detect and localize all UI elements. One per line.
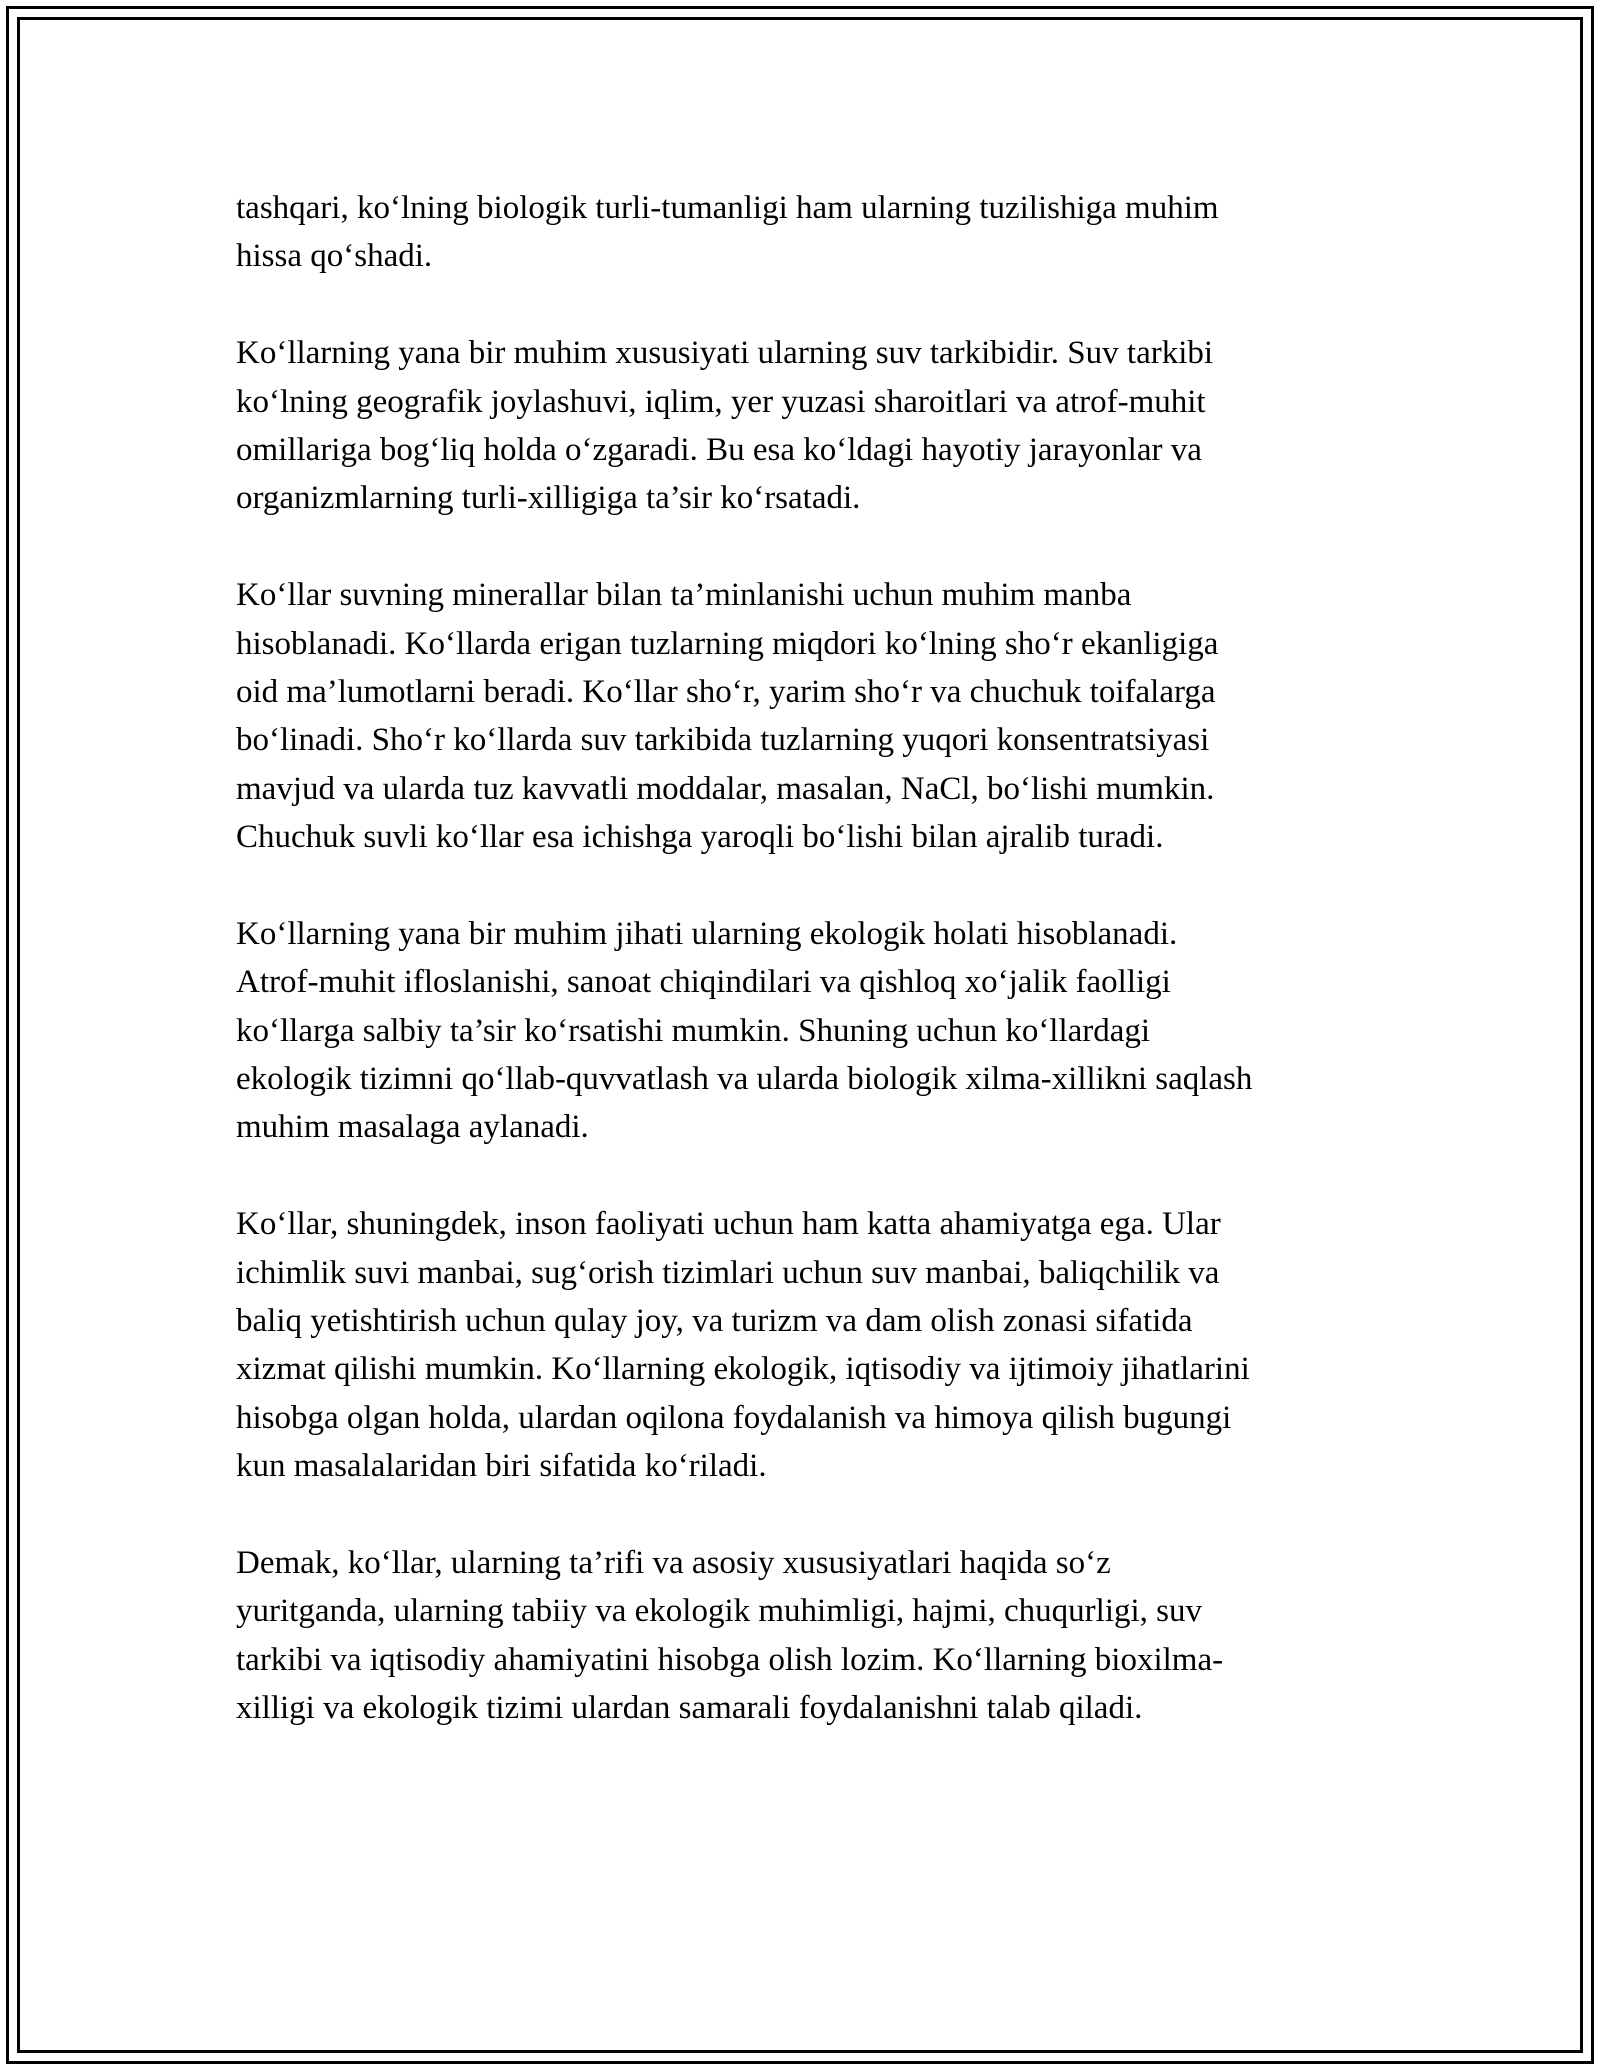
text-line: oid ma’lumotlarni beradi. Ko‘llar sho‘r, yarim sho‘r va chuchuk toifalarga [236,673,1216,710]
text-line: omillariga bog‘liq holda o‘zgaradi. Bu esa ko‘ldagi hayotiy jarayonlar va [236,431,1202,468]
paragraph-1 [236,184,1376,281]
text-line: hissa qo‘shadi. [236,238,433,275]
paragraph-2 [236,329,1376,523]
paragraph-5 [236,1200,1376,1490]
text-line: hisobga olgan holda, ulardan oqilona foydalanish va himoya qilish bugungi [236,1399,1232,1436]
text-line: Ko‘llar, shuningdek, inson faoliyati uchun ham katta ahamiyatga ega. Ular [236,1206,1221,1243]
document-body [236,184,1376,1781]
text-line: bo‘linadi. Sho‘r ko‘llarda suv tarkibida tuzlarning yuqori konsentratsiyasi [236,722,1210,759]
paragraph-3 [236,571,1376,861]
text-line: Chuchuk suvli ko‘llar esa ichishga yaroqli bo‘lishi bilan ajralib turadi. [236,819,1164,856]
text-line: tarkibi va iqtisodiy ahamiyatini hisobga olish lozim. Ko‘llarning bioxilma- [236,1641,1224,1678]
text-line: ko‘llarga salbiy ta’sir ko‘rsatishi mumkin. Shuning uchun ko‘llardagi [236,1012,1151,1049]
text-line: muhim masalaga aylanadi. [236,1109,589,1146]
text-line: baliq yetishtirish uchun qulay joy, va turizm va dam olish zonasi sifatida [236,1302,1193,1339]
text-line: Ko‘llarning yana bir muhim xususiyati ularning suv tarkibidir. Suv tarkibi [236,335,1214,372]
paragraph-6 [236,1539,1376,1733]
text-line: yuritganda, ularning tabiiy va ekologik muhimligi, hajmi, chuqurligi, suv [236,1593,1203,1630]
text-line: ekologik tizimni qo‘llab-quvvatlash va ularda biologik xilma-xillikni saqlash [236,1061,1253,1098]
text-line: organizmlarning turli-xilligiga ta’sir ko‘rsatadi. [236,480,861,517]
text-line: hisoblanadi. Ko‘llarda erigan tuzlarning miqdori ko‘lning sho‘r ekanligiga [236,625,1219,662]
text-line: ichimlik suvi manbai, sug‘orish tizimlari uchun suv manbai, baliqchilik va [236,1254,1220,1291]
text-line: Demak, ko‘llar, ularning ta’rifi va asosiy xususiyatlari haqida so‘z [236,1544,1111,1581]
text-line: Atrof-muhit ifloslanishi, sanoat chiqindilari va qishloq xo‘jalik faolligi [236,964,1171,1001]
text-line: Ko‘llarning yana bir muhim jihati ularning ekologik holati hisoblanadi. [236,915,1178,952]
text-line: mavjud va ularda tuz kavvatli moddalar, masalan, NaCl, bo‘lishi mumkin. [236,770,1215,807]
text-line: tashqari, ko‘lning biologik turli-tumanligi ham ularning tuzilishiga muhim [236,190,1219,226]
paragraph-4 [236,910,1376,1152]
text-line: xizmat qilishi mumkin. Ko‘llarning ekologik, iqtisodiy va ijtimoiy jihatlarini [236,1351,1250,1388]
text-line: xilligi va ekologik tizimi ulardan samarali foydalanishni talab qiladi. [236,1690,1143,1727]
text-line: kun masalalaridan biri sifatida ko‘riladi. [236,1448,767,1485]
text-line: ko‘lning geografik joylashuvi, iqlim, yer yuzasi sharoitlari va atrof-muhit [236,383,1206,420]
text-line: Ko‘llar suvning minerallar bilan ta’minlanishi uchun muhim manba [236,577,1132,614]
